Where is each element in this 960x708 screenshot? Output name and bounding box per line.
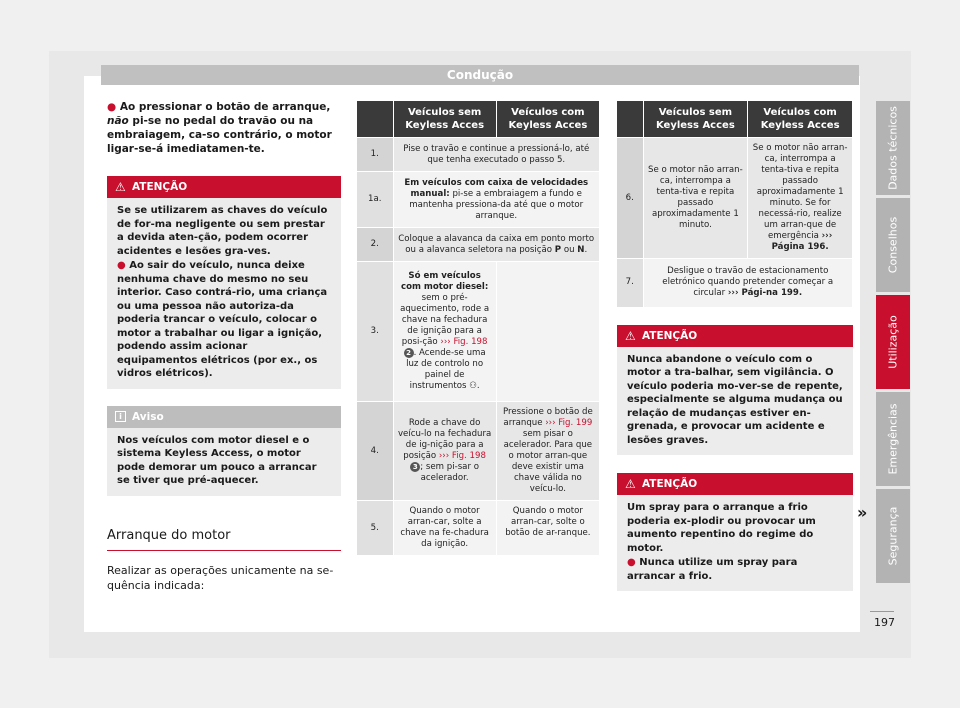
page-199-link[interactable]: ››› Pági-na 199. [727, 288, 803, 299]
tab-emergencias[interactable]: Emergências [876, 392, 910, 486]
notice-body: Nos veículos com motor diesel e o sistema Keyless Access, o motor pode demorar um pouco a arrancar se tiver que pré-aquecer. [117, 434, 317, 486]
bullet-dot-icon: ● [627, 557, 636, 568]
notice-box [107, 406, 341, 496]
tab-dados-tecnicos[interactable]: Dados técnicos [876, 101, 910, 195]
table-header-col1: Veículos sem Keyless Acces [393, 101, 496, 138]
warning-body: Um spray para o arranque a frio poderia ex-plodir ou provocar um aumento repentino do regime do motor. ● Nunca utilize um spray para arrancar a frio. [627, 502, 816, 582]
warning-triangle-icon: ⚠ [625, 328, 636, 343]
warning-header: ⚠ ATENÇÃO [617, 473, 853, 495]
section-text: Realizar as operações unicamente na se-quência indicada: [107, 563, 334, 592]
table-row: 3. Só em veículos com motor diesel: sem o pré-aquecimento, rode a chave na fechadura de ignição para a posi-ção ››› Fig. 198 2 . Acende-se uma luz de controlo no painel de instrumentos ⚇. [357, 262, 600, 402]
warning-header: ⚠ ATENÇÃO [617, 325, 853, 347]
table-header-num [357, 101, 393, 138]
steps-table-2 [617, 101, 853, 591]
callout-3-icon: 3 [410, 462, 420, 472]
warning-body: Se se utilizarem as chaves do veículo de for-ma negligente ou sem prestar a devida aten-ção, podem ocorrer acidentes e lesões gra-ves. ● Ao sair do veículo, nunca deixe nenhuma chave do mesmo no seu interior. Caso contrá-rio, uma criança ou uma pessoa não autoriza-da poderia trancar o veículo, colocar o motor a trabalhar ou ligar a ignição, podendo assim acionar equipamentos elétricos (por ex., os vidros elétricos). [107, 198, 341, 389]
warning-triangle-icon: ⚠ [625, 477, 636, 491]
fig-198-link[interactable]: ››› Fig. 198 [440, 337, 488, 347]
table-header-col2: Veículos com Keyless Acces [748, 101, 853, 138]
page-number-rule [870, 611, 894, 612]
fig-198-link[interactable]: ››› Fig. 198 [438, 451, 486, 461]
tab-seguranca[interactable]: Segurança [876, 489, 910, 583]
continue-arrow-icon: » [857, 503, 868, 522]
warning-box [617, 473, 853, 591]
left-column [107, 100, 341, 593]
page-196-link[interactable]: ››› Página 196. [771, 231, 833, 252]
warning-box [617, 325, 853, 456]
warning-bullet: ● Ao sair do veículo, nunca deixe nenhuma chave do mesmo no seu interior. Caso contrá-rio, uma criança ou uma pessoa não autoriza-da poderia trancar o veículo, colocar o motor a trabalhar ou ligar a ignição, podendo assim acionar equipamentos elétricos (por ex., os vidros elétricos). [117, 260, 328, 379]
callout-2-icon: 2 [404, 348, 414, 358]
glow-plug-icon: ⚇ [469, 381, 477, 391]
tab-conselhos[interactable]: Conselhos [876, 198, 910, 292]
table-row: 6. Se o motor não arran-ca, interrompa a tenta-tiva e repita passado aproximadamente 1 minuto. Se o motor não arran-ca, interrompa a tenta-tiva e repita passado aproximadamente 1 minuto. Se for necessá-rio, realize um arran-que de emergência ››› Página 196. [617, 138, 853, 259]
intro-bullet: ● Ao pressionar o botão de arranque, não pi-se no pedal do travão ou na embraiagem, ca-so contrário, o motor ligar-se-á imediatamen-te. [107, 101, 332, 155]
table-header-col1: Veículos sem Keyless Acces [643, 101, 748, 138]
fig-199-link[interactable]: ››› Fig. 199 [545, 418, 593, 428]
table-row: 1. Pise o travão e continue a pressioná-lo, até que tenha executado o passo 5. [357, 138, 600, 172]
bullet-dot-icon: ● [107, 101, 117, 113]
warning-box [107, 176, 341, 389]
page-number: 197 [874, 616, 895, 629]
tab-utilizacao[interactable]: Utilização [876, 295, 910, 389]
warning-header: ⚠ ATENÇÃO [107, 176, 341, 198]
table-row: 7. Desligue o travão de estacionamento eletrónico quando pretender começar a circular ››› Pági-na 199. [617, 259, 853, 307]
page-header: Condução [101, 65, 859, 85]
bullet-dot-icon: ● [117, 260, 126, 271]
table-header-num [617, 101, 643, 138]
section-heading: Arranque do motor [107, 528, 341, 551]
table-row: 1a. Em veículos com caixa de velocidades manual: pi-se a embraiagem a fundo e mantenha pressiona-da até que o motor arranque. [357, 172, 600, 228]
table-row: 4. Rode a chave do veícu-lo na fechadura de ig-nição para a posição ››› Fig. 198 3 ; sem pi-sar o acelerador. Pressione o botão de arranque ››› Fig. 199 sem pisar o acelerador. Para que o motor arran-que deve existir uma chave válida no veícu-lo. [357, 402, 600, 501]
steps-table-1 [357, 101, 600, 555]
section-rule [107, 550, 341, 551]
table-row: 5. Quando o motor arran-car, solte a chave na fe-chadura da ignição. Quando o motor arran-car, solte o botão de ar-ranque. [357, 501, 600, 556]
notice-header: i Aviso [107, 406, 341, 428]
table-row: 2. Coloque a alavanca da caixa em ponto morto ou a alavanca seletora na posição P ou N. [357, 228, 600, 262]
warning-body: Nunca abandone o veículo com o motor a tra-balhar, sem vigilância. O veículo poderia mo-ver-se de repente, especialmente se alguma mudança ou relação de mudanças estiver en-grenada, e provocar um acidente e lesões graves. [627, 353, 843, 446]
warning-triangle-icon: ⚠ [115, 180, 126, 194]
info-icon: i [115, 411, 126, 422]
table-header-col2: Veículos com Keyless Acces [496, 101, 599, 138]
